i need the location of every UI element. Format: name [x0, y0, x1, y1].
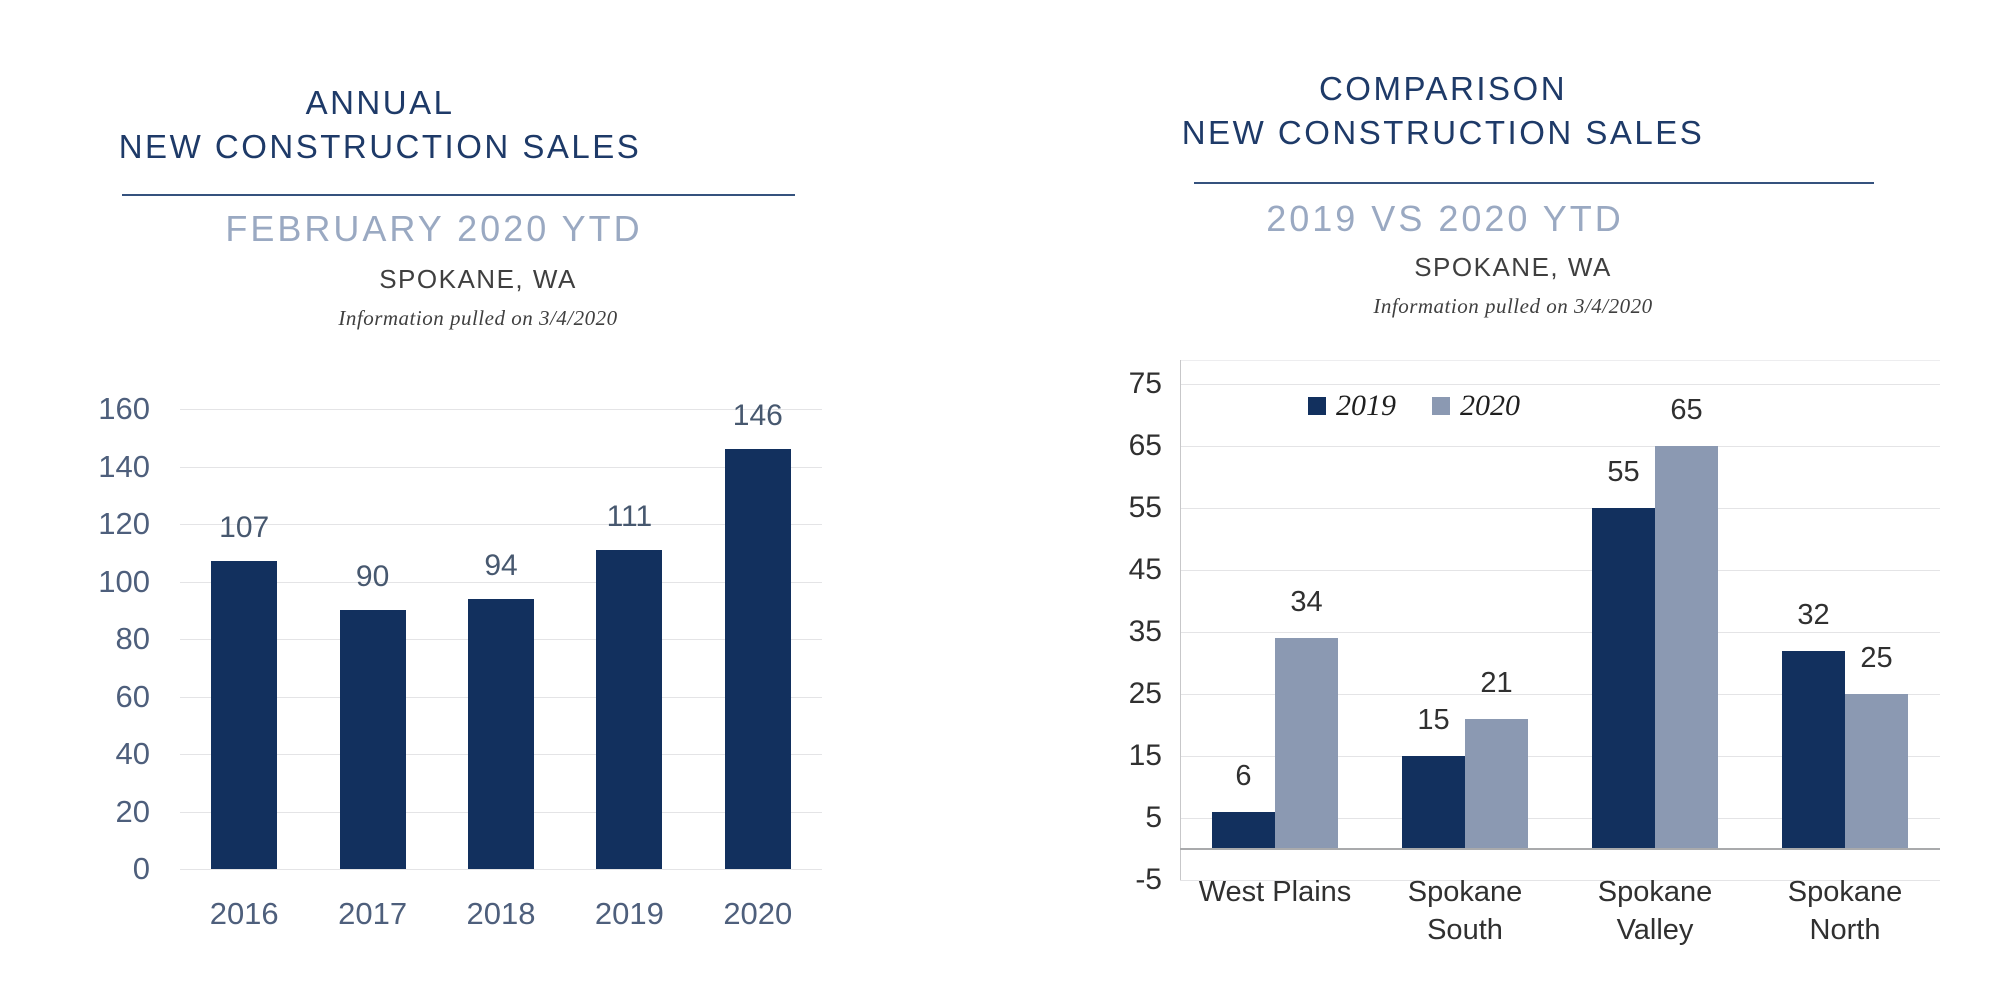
category-label-line: South: [1427, 914, 1503, 946]
bar-2020-Spokane North: [1845, 694, 1908, 849]
annual-title-line1: ANNUAL: [305, 84, 455, 121]
y-tick-label-20: 20: [115, 793, 150, 829]
category-label-line: West Plains: [1198, 876, 1352, 908]
bar-2019: [596, 550, 662, 869]
bar-2020-Spokane South: [1465, 719, 1528, 849]
y-tick-label-35: 35: [1128, 615, 1162, 648]
category-label-Spokane North: [1788, 873, 1903, 949]
plot-top-edge: [1180, 360, 1940, 361]
data-label-2018: 94: [484, 548, 518, 582]
data-label-2019-Spokane North: 32: [1797, 598, 1830, 631]
data-label-2019: 111: [606, 499, 653, 533]
y-tick-label-60: 60: [115, 678, 150, 714]
category-label-line: 2020: [723, 896, 793, 931]
legend-label-2019: 2019: [1336, 389, 1396, 422]
bar-2020-West Plains: [1275, 638, 1338, 849]
y-tick-label-160: 160: [98, 391, 150, 426]
category-label-2020: [723, 895, 792, 933]
y-tick-label-25: 25: [1128, 677, 1162, 710]
y-tick-label-140: 140: [98, 448, 150, 484]
category-label-Spokane South: [1408, 873, 1523, 949]
category-label-line: Spokane: [1787, 876, 1903, 908]
legend-swatch-2019: [1308, 397, 1326, 415]
data-label-2019-West Plains: 6: [1235, 759, 1252, 792]
y-tick-label-120: 120: [98, 506, 150, 541]
category-label-line: 2017: [338, 896, 408, 931]
gridline-75: [1180, 384, 1940, 385]
y-tick-label-45: 45: [1128, 553, 1162, 586]
category-label-2018: [467, 895, 536, 933]
bar-2019-Spokane Valley: [1592, 508, 1655, 849]
comparison-pull-date-note: Information pulled on 3/4/2020: [1373, 294, 1653, 318]
category-label-line: 2016: [209, 896, 279, 931]
y-tick-label-40: 40: [115, 736, 150, 771]
category-label-2019: [595, 895, 664, 933]
y-tick-label-15: 15: [1128, 739, 1162, 772]
bar-2020: [725, 449, 791, 869]
y-tick-label-75: 75: [1128, 367, 1162, 400]
gridline-35: [1180, 632, 1940, 633]
bar-2016: [211, 561, 277, 869]
gridline-0: [180, 869, 822, 870]
gridline-45: [1180, 570, 1940, 571]
data-label-2020-Spokane North: 25: [1860, 642, 1893, 674]
y-tick-label--5: -5: [1135, 863, 1162, 896]
category-label-line: Spokane: [1407, 876, 1523, 908]
bar-2018: [468, 599, 534, 869]
comparison-subtitle: 2019 VS 2020 YTD: [1266, 198, 1624, 239]
legend-label-2020: 2020: [1460, 389, 1520, 422]
bar-2019-Spokane North: [1782, 651, 1845, 849]
annual-location: SPOKANE, WA: [379, 264, 577, 294]
data-label-2020: 146: [732, 399, 783, 433]
gridline-160: [180, 409, 822, 410]
x-axis-line: [1180, 848, 1940, 850]
comparison-chart-plot: [1128, 367, 1940, 946]
chart-legend: [1308, 389, 1520, 423]
gridline-55: [1180, 508, 1940, 509]
comparison-title-line1: COMPARISON: [1318, 70, 1568, 107]
y-tick-label-65: 65: [1128, 429, 1162, 462]
legend-item-2019: [1308, 389, 1396, 423]
y-tick-label-5: 5: [1145, 801, 1162, 834]
comparison-location: SPOKANE, WA: [1414, 252, 1612, 282]
y-tick-label-0: 0: [132, 851, 150, 886]
category-label-Spokane Valley: [1598, 873, 1713, 949]
gridline-65: [1180, 446, 1940, 447]
annual-subtitle: FEBRUARY 2020 YTD: [225, 208, 643, 249]
data-label-2016: 107: [219, 511, 270, 545]
category-label-line: Valley: [1616, 914, 1694, 946]
data-label-2019-Spokane South: 15: [1417, 704, 1450, 736]
bar-2019-West Plains: [1212, 812, 1275, 849]
category-label-2016: [210, 895, 279, 933]
category-label-line: North: [1809, 914, 1881, 946]
category-label-2017: [338, 895, 407, 933]
y-tick-label-100: 100: [98, 563, 150, 599]
data-label-2017: 90: [355, 560, 390, 594]
y-tick-label-80: 80: [115, 621, 150, 656]
annual-title-line2: NEW CONSTRUCTION SALES: [118, 128, 642, 165]
comparison-title-line2: NEW CONSTRUCTION SALES: [1181, 114, 1705, 151]
comparison-title-divider: [1194, 182, 1874, 184]
bar-2019-Spokane South: [1402, 756, 1465, 849]
legend-item-2020: [1432, 389, 1520, 423]
bar-2017: [340, 610, 406, 869]
category-label-line: Spokane: [1597, 876, 1713, 908]
category-label-West Plains: [1199, 873, 1352, 911]
data-label-2020-West Plains: 34: [1290, 586, 1323, 619]
y-axis-line: [1180, 360, 1181, 880]
category-label-line: 2018: [466, 896, 536, 931]
annual-pull-date-note: Information pulled on 3/4/2020: [338, 306, 618, 330]
annual-chart-plot: [98, 391, 822, 931]
data-label-2019-Spokane Valley: 55: [1607, 456, 1640, 488]
y-tick-label-55: 55: [1128, 491, 1162, 524]
category-label-line: 2019: [594, 896, 664, 931]
data-label-2020-Spokane South: 21: [1480, 666, 1513, 699]
annual-title-divider: [122, 194, 795, 196]
data-label-2020-Spokane Valley: 65: [1670, 394, 1703, 426]
bar-2020-Spokane Valley: [1655, 446, 1718, 849]
legend-swatch-2020: [1432, 397, 1450, 415]
